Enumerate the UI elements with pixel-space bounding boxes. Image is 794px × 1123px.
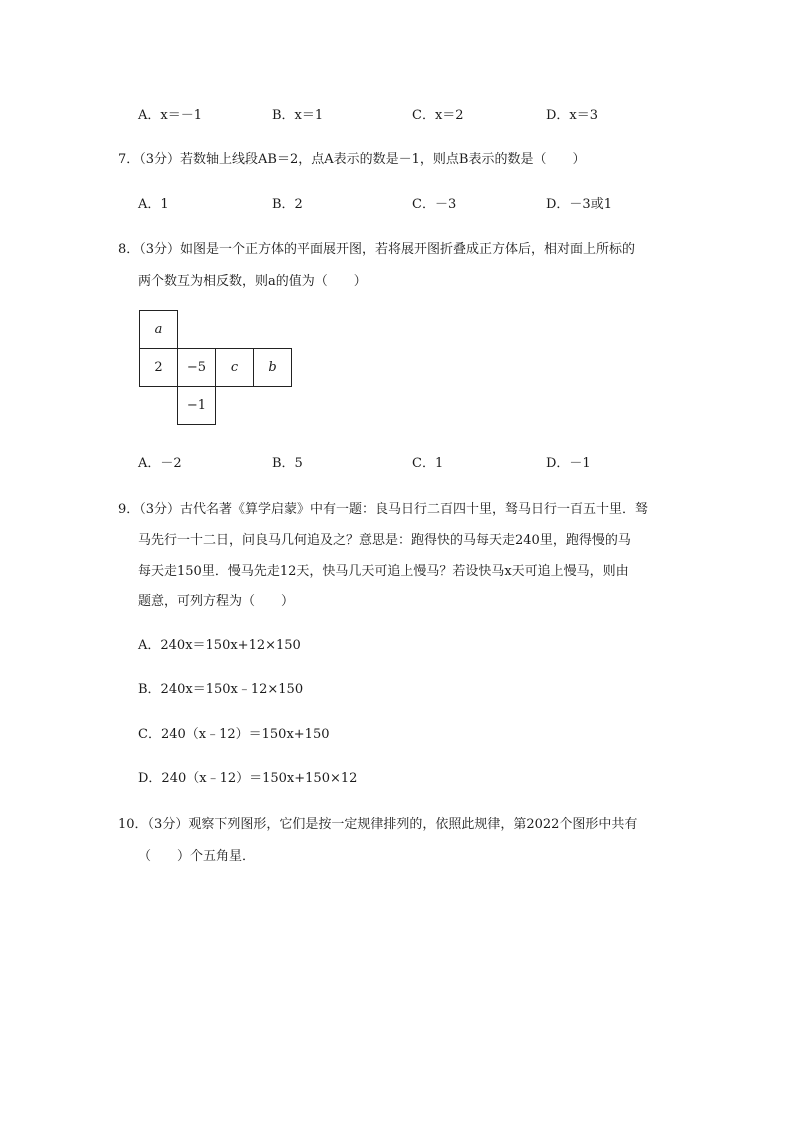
q7-option-d: D．－3或1 [546, 197, 612, 212]
net-cell-neg5: −5 [177, 348, 216, 387]
q6-option-d: D．x＝3 [546, 108, 599, 123]
q9-stem-line1: 9．（3分）古代名著《算学启蒙》中有一题：良马日行二百四十里，驽马日行一百五十里．驽 [118, 502, 649, 517]
q6-option-b: B．x＝1 [272, 108, 324, 123]
q9-option-d: D．240（x﹣12）＝150x+150×12 [138, 771, 358, 786]
q6-option-c: C．x＝2 [412, 108, 464, 123]
q8-option-b: B．5 [272, 456, 303, 471]
q7-option-b: B．2 [272, 197, 303, 212]
q9-stem-line2: 马先行一十二日，问良马几何追及之？意思是：跑得快的马每天走240里，跑得慢的马 [138, 533, 631, 548]
q9-option-b: B．240x＝150x﹣12×150 [138, 682, 304, 697]
q7-stem: 7．（3分）若数轴上线段AB＝2，点A表示的数是－1，则点B表示的数是（ ） [118, 152, 586, 167]
net-cell-a: a [139, 310, 178, 349]
q9-option-c: C．240（x﹣12）＝150x+150 [138, 727, 330, 742]
q8-option-d: D．－1 [546, 456, 591, 471]
q8-option-a: A．－2 [138, 456, 182, 471]
net-cell-b: b [253, 348, 292, 387]
q7-option-c: C．－3 [412, 197, 457, 212]
net-cell-neg1: −1 [177, 386, 216, 425]
net-cell-c: c [215, 348, 254, 387]
q9-option-a: A．240x＝150x+12×150 [138, 638, 301, 653]
q10-stem-line2: （ ）个五角星． [138, 849, 256, 864]
net-cell-2: 2 [139, 348, 178, 387]
q8-stem-line1: 8．（3分）如图是一个正方体的平面展开图，若将展开图折叠成正方体后，相对面上所标的 [118, 242, 636, 257]
q8-stem-line2: 两个数互为相反数，则a的值为（ ） [138, 274, 367, 289]
q10-stem-line1: 10．（3分）观察下列图形，它们是按一定规律排列的，依照此规律，第2022个图形中共有 [118, 817, 638, 832]
q9-stem-line4: 题意，可列方程为（ ） [138, 594, 295, 609]
q7-option-a: A．1 [138, 197, 169, 212]
q6-option-a: A．x＝－1 [138, 108, 202, 123]
q8-option-c: C．1 [412, 456, 444, 471]
q9-stem-line3: 每天走150里．慢马先走12天，快马几天可追上慢马？若设快马x天可追上慢马，则由 [138, 564, 629, 579]
